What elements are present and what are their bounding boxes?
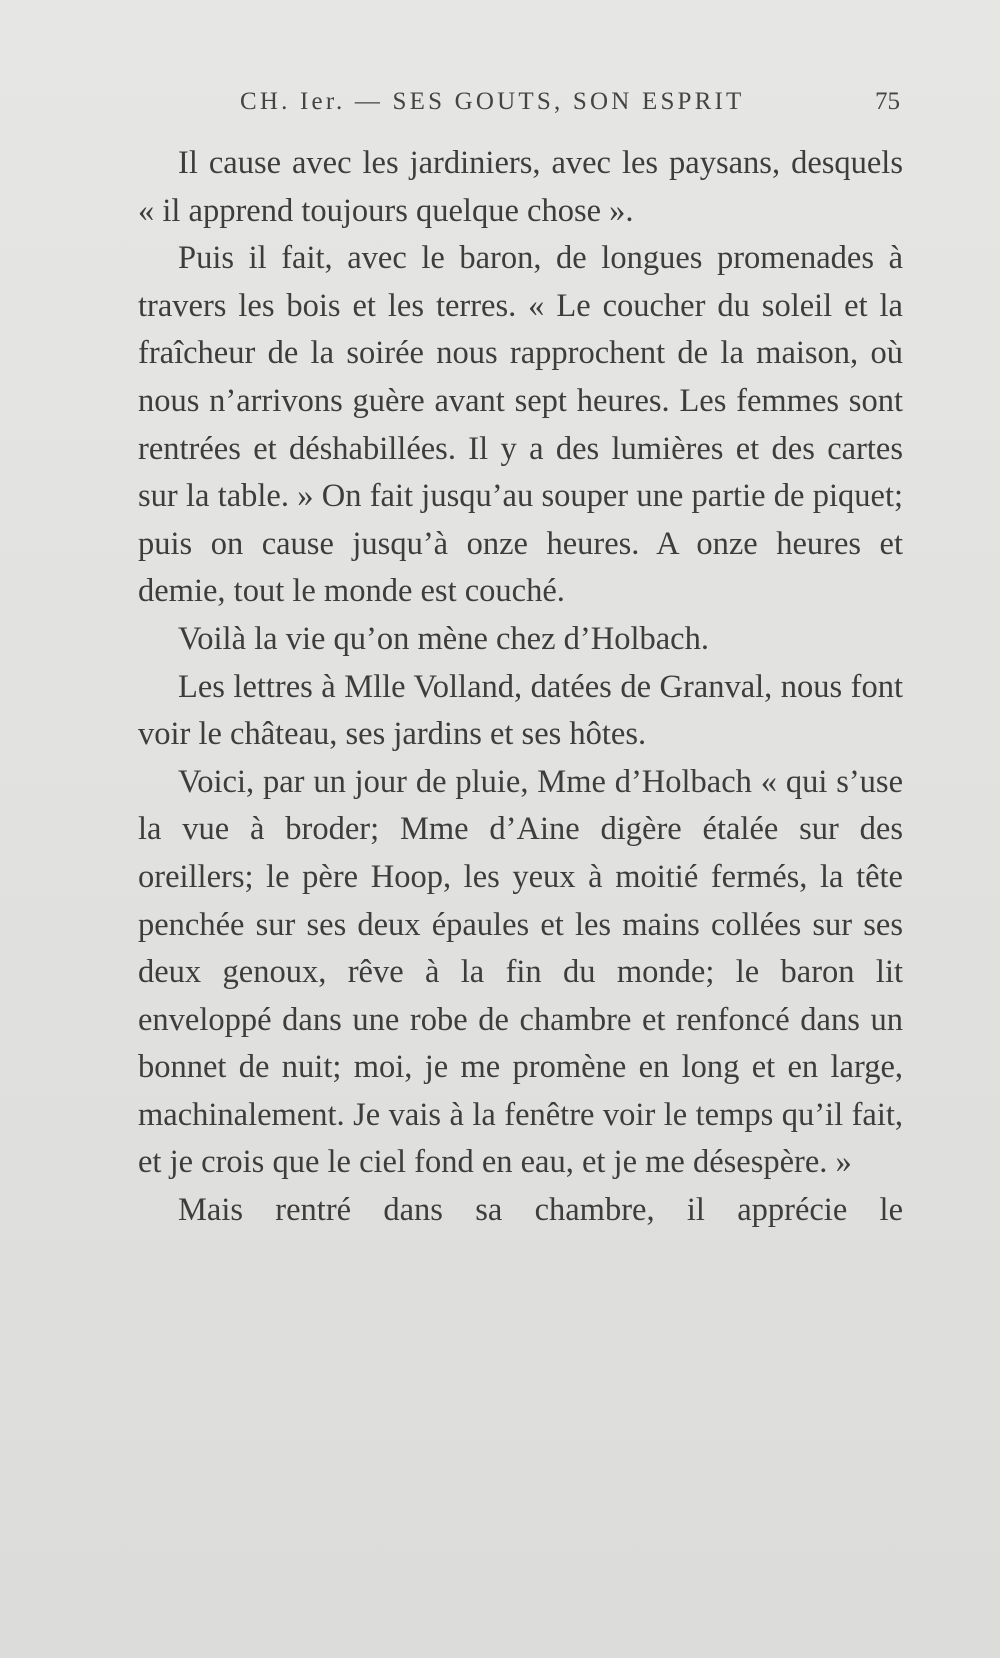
page-number: 75 — [875, 88, 900, 115]
running-title: CH. Ier. — SES GOUTS, SON ESPRIT — [240, 88, 745, 115]
paragraph: Les lettres à Mlle Volland, datées de Granval, nous font voir le château, ses jardins et ses hôtes. — [138, 668, 903, 753]
paragraph: Voici, par un jour de pluie, Mme d’Holbach « qui s’use la vue à broder; Mme d’Aine digère étalée sur des oreillers; le père Hoop, les yeux à moitié fermés, la tête penchée sur ses deux épaules et les mains collées sur ses deux genoux, rêve à la fin du monde; le baron lit enveloppé dans une robe de chambre et renfoncé dans un bonnet de nuit; moi, je me promène en long et en large, machinalement. Je vais à la fenêtre voir le temps qu’il fait, et je crois que le ciel fond en eau, et je me désespère. » — [138, 763, 903, 1181]
paragraph: Puis il fait, avec le baron, de longues promenades à travers les bois et les terres. « Le coucher du soleil et la fraîcheur de la soirée nous rapprochent de la maison, où nous n’arrivons guère avant sept heures. Les femmes sont rentrées et déshabillées. Il y a des lumières et des cartes sur la table. » On fait jusqu’au souper une partie de piquet; puis on cause jusqu’à onze heures. A onze heures et demie, tout le monde est couché. — [138, 240, 903, 610]
paragraph: Mais rentré dans sa chambre, il apprécie le — [178, 1192, 903, 1229]
paragraph: Il cause avec les jardiniers, avec les paysans, desquels « il apprend toujours quelque chose ». — [138, 145, 903, 229]
body-text — [138, 140, 903, 1235]
paragraph: Voilà la vie qu’on mène chez d’Holbach. — [178, 620, 709, 657]
running-head — [240, 88, 900, 124]
